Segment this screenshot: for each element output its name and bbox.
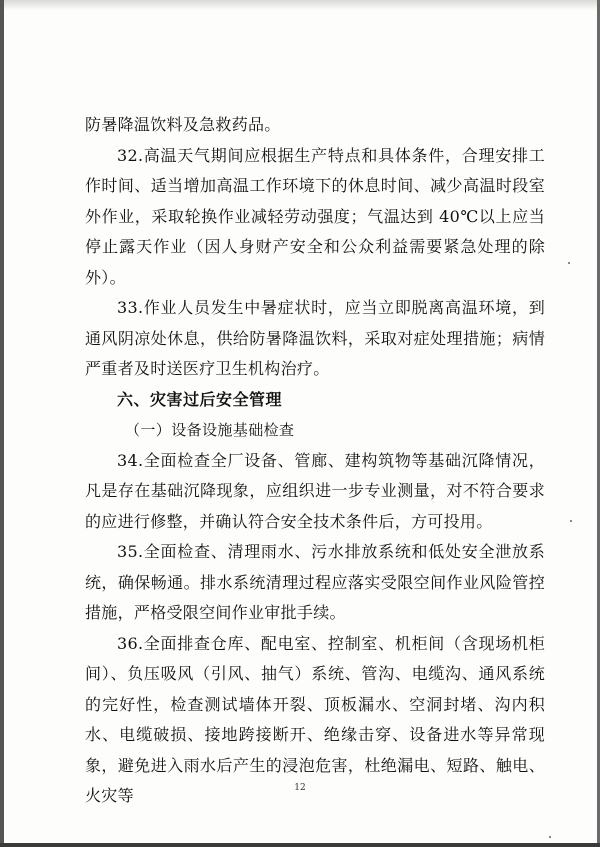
scan-speck [549, 836, 551, 838]
section-heading: 六、灾害过后安全管理 [117, 389, 283, 409]
paragraph-32: 32.高温天气期间应根据生产特点和具体条件，合理安排工作时间、适当增加高温工作环境下的休息时间、减少高温时段室外作业，采取轮换作业减轻劳动强度；气温达到 40℃以上应当停止露天作业（因人身财产安全和公众利益需要紧急处理的除外）。 [85, 145, 545, 287]
scan-speck [570, 520, 572, 522]
scan-edge-left [0, 0, 4, 847]
document-body [85, 110, 545, 812]
paragraph-continuation: 防暑降温饮料及急救药品。 [85, 115, 281, 134]
paragraph-35: 35.全面检查、清理雨水、污水排放系统和低处安全泄放系统，确保畅通。排水系统清理过程应落实受限空间作业风险管控措施，严格受限空间作业审批手续。 [85, 542, 545, 622]
paragraph-36: 36.全面排查仓库、配电室、控制室、机柜间（含现场机柜间）、负压吸风（引风、抽气）系统、管沟、电缆沟、通风系统的完好性，检查测试墙体开裂、顶板漏水、空洞封堵、沟内积水、电缆破损、接地跨接断开、绝缘击穿、设备进水等异常现象，避免进入雨水后产生的浸泡危害，杜绝漏电、短路、触电、火灾等 [85, 633, 545, 805]
subsection-heading: （一）设备设施基础检查 [125, 421, 295, 439]
scan-edge-bottom [0, 843, 600, 847]
page-number: 12 [294, 783, 306, 793]
paragraph-33: 33.作业人员发生中暑症状时，应当立即脱离高温环境，到通风阴凉处休息，供给防暑降温饮料，采取对症处理措施；病情严重者及时送医疗卫生机构治疗。 [85, 298, 545, 378]
scan-speck [568, 262, 570, 264]
paragraph-34: 34.全面检查全厂设备、管廊、建构筑物等基础沉降情况，凡是存在基础沉降现象，应组织进一步专业测量，对不符合要求的应进行修整，并确认符合安全技术条件后，方可投用。 [85, 450, 545, 531]
scan-edge-top [0, 0, 600, 10]
